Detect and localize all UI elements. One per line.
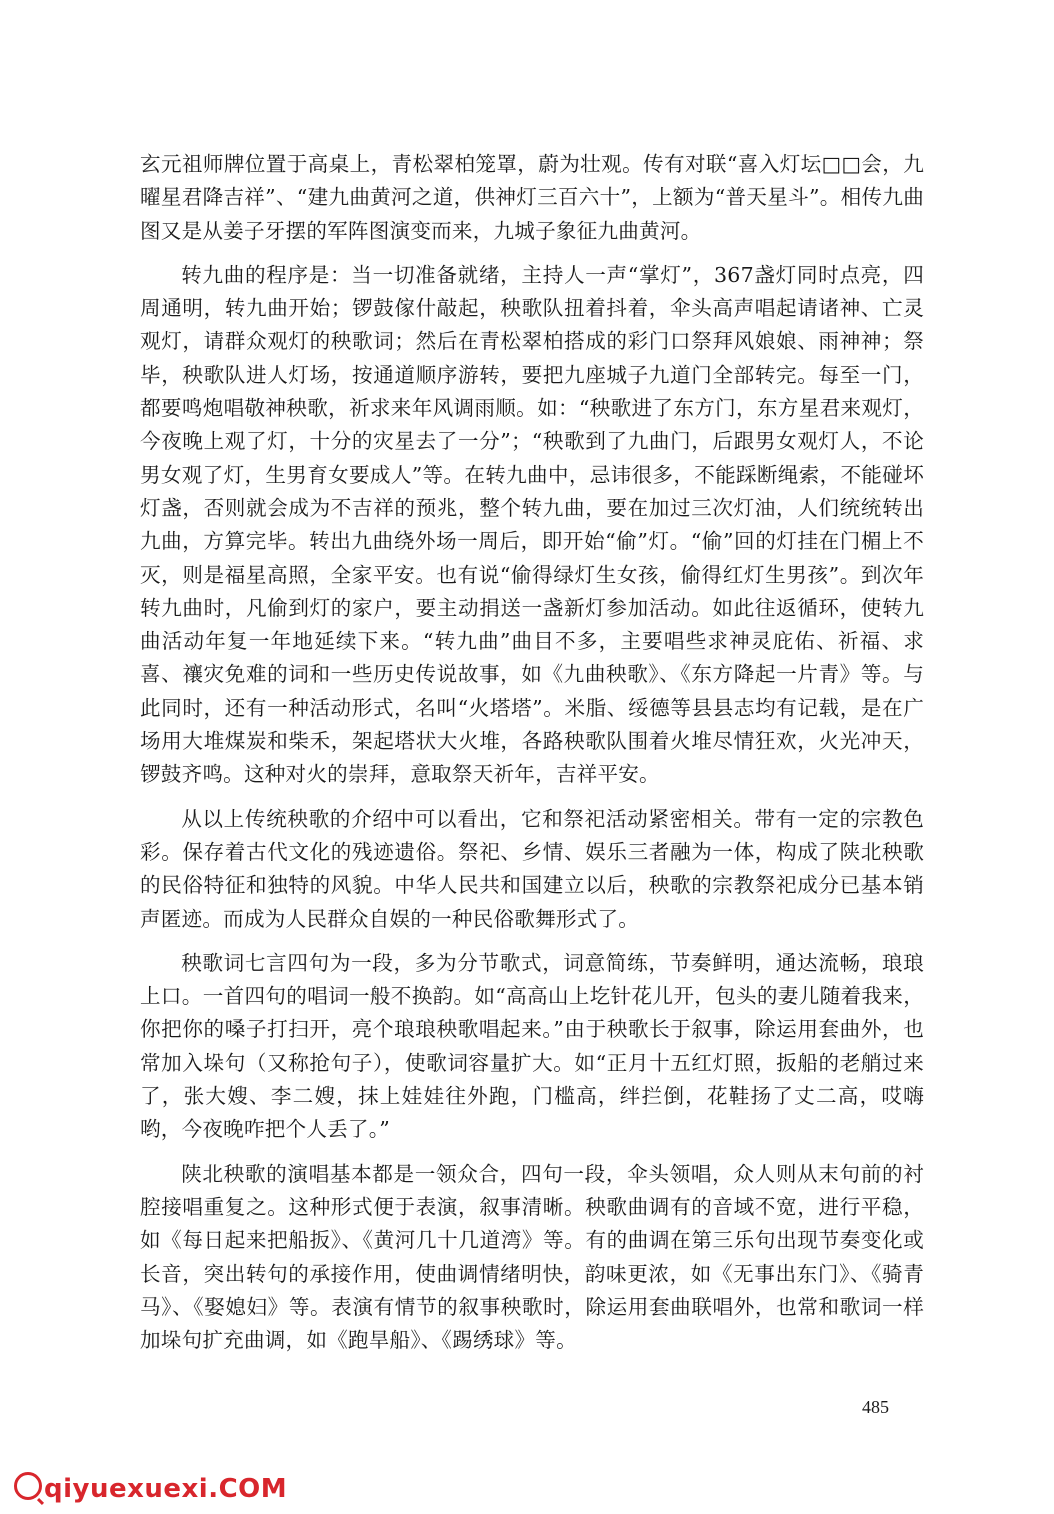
paragraph-5: 陕北秧歌的演唱基本都是一领众合，四句一段，伞头领唱，众人则从末句前的衬腔接唱重复之。这种形式便于表演，叙事清晰。秧歌曲调有的音域不宽，进行平稳，如《每日起来把船扳》、《黄河几十几道湾》等。有的曲调在第三乐句出现节奏变化或长音，突出转句的承接作用，使曲调情绪明快，韵味更浓，如《无事出东门》、《骑青马》、《娶媳妇》等。表演有情节的叙事秧歌时，除运用套曲联唱外，也常和歌词一样加垛句扩充曲调，如《跑旱船》、《踢绣球》等。	[140, 1161, 924, 1353]
site-watermark	[14, 1472, 287, 1504]
body-text	[140, 148, 924, 1368]
watermark-text: qiyuexuexi.COM	[44, 1474, 288, 1504]
paragraph-2: 转九曲的程序是：当一切准备就绪，主持人一声“掌灯”，367盏灯同时点亮，四周通明，转九曲开始；锣鼓傢什敲起，秧歌队扭着抖着，伞头高声唱起请诸神、亡灵观灯，请群众观灯的秧歌词；然后在青松翠柏搭成的彩门口祭拜风娘娘、雨神神；祭毕，秧歌队进人灯场，按通道顺序游转，要把九座城子九道门全部转完。每至一门，都要鸣炮唱敬神秧歌，祈求来年风调雨顺。如：“秧歌进了东方门，东方星君来观灯，今夜晚上观了灯，十分的灾星去了一分”；“秧歌到了九曲门，后跟男女观灯人，不论男女观了灯，生男育女要成人”等。在转九曲中，忌讳很多，不能踩断绳索，不能碰坏灯盏，否则就会成为不吉祥的预兆，整个转九曲，要在加过三次灯油，人们统统转出九曲，方算完毕。转出九曲绕外场一周后，即开始“偷”灯。“偷”回的灯挂在门楣上不灭，则是福星高照，全家平安。也有说“偷得绿灯生女孩，偷得红灯生男孩”。到次年转九曲时，凡偷到灯的家户，要主动捐送一盏新灯参加活动。如此往返循环，使转九曲活动年复一年地延续下来。“转九曲”曲目不多，主要唱些求神灵庇佑、祈福、求喜、禳灾免难的词和一些历史传说故事，如《九曲秧歌》、《东方降起一片青》等。与此同时，还有一种活动形式，名叫“火塔塔”。米脂、绥德等县县志均有记载，是在广场用大堆煤炭和柴禾，架起塔状大火堆，各路秧歌队围着火堆尽情狂欢，火光冲天，锣鼓齐鸣。这种对火的崇拜，意取祭天祈年，吉祥平安。	[140, 262, 924, 787]
magnifier-logo-icon	[14, 1472, 42, 1500]
page-number: 485	[862, 1397, 889, 1417]
paragraph-4: 秧歌词七言四句为一段，多为分节歌式，词意简练，节奏鲜明，通达流畅，琅琅上口。一首四句的唱词一般不换韵。如“高高山上圪针花儿开，包头的妻儿随着我来，你把你的嗓子打扫开，亮个琅琅秧歌唱起来。”由于秧歌长于叙事，除运用套曲外，也常加入垛句（又称抢句子），使歌词容量扩大。如“正月十五红灯照，扳船的老艄过来了，张大嫂、李二嫂，抹上娃娃往外跑，门槛高，绊拦倒，花鞋扬了丈二高，哎嗨哟，今夜晚咋把个人丢了。”	[140, 950, 924, 1142]
paragraph-1: 玄元祖师牌位置于高桌上，青松翠柏笼罩，蔚为壮观。传有对联“喜入灯坛□□会，九曜星君降吉祥”、“建九曲黄河之道，供神灯三百六十”，上额为“普天星斗”。相传九曲图又是从姜子牙摆的军阵图演变而来，九城子象征九曲黄河。	[140, 152, 924, 243]
paragraph-3: 从以上传统秧歌的介绍中可以看出，它和祭祀活动紧密相关。带有一定的宗教色彩。保存着古代文化的残迹遗俗。祭祀、乡情、娱乐三者融为一体，构成了陕北秧歌的民俗特征和独特的风貌。中华人民共和国建立以后，秧歌的宗教祭祀成分已基本销声匿迹。而成为人民群众自娱的一种民俗歌舞形式了。	[140, 806, 924, 931]
